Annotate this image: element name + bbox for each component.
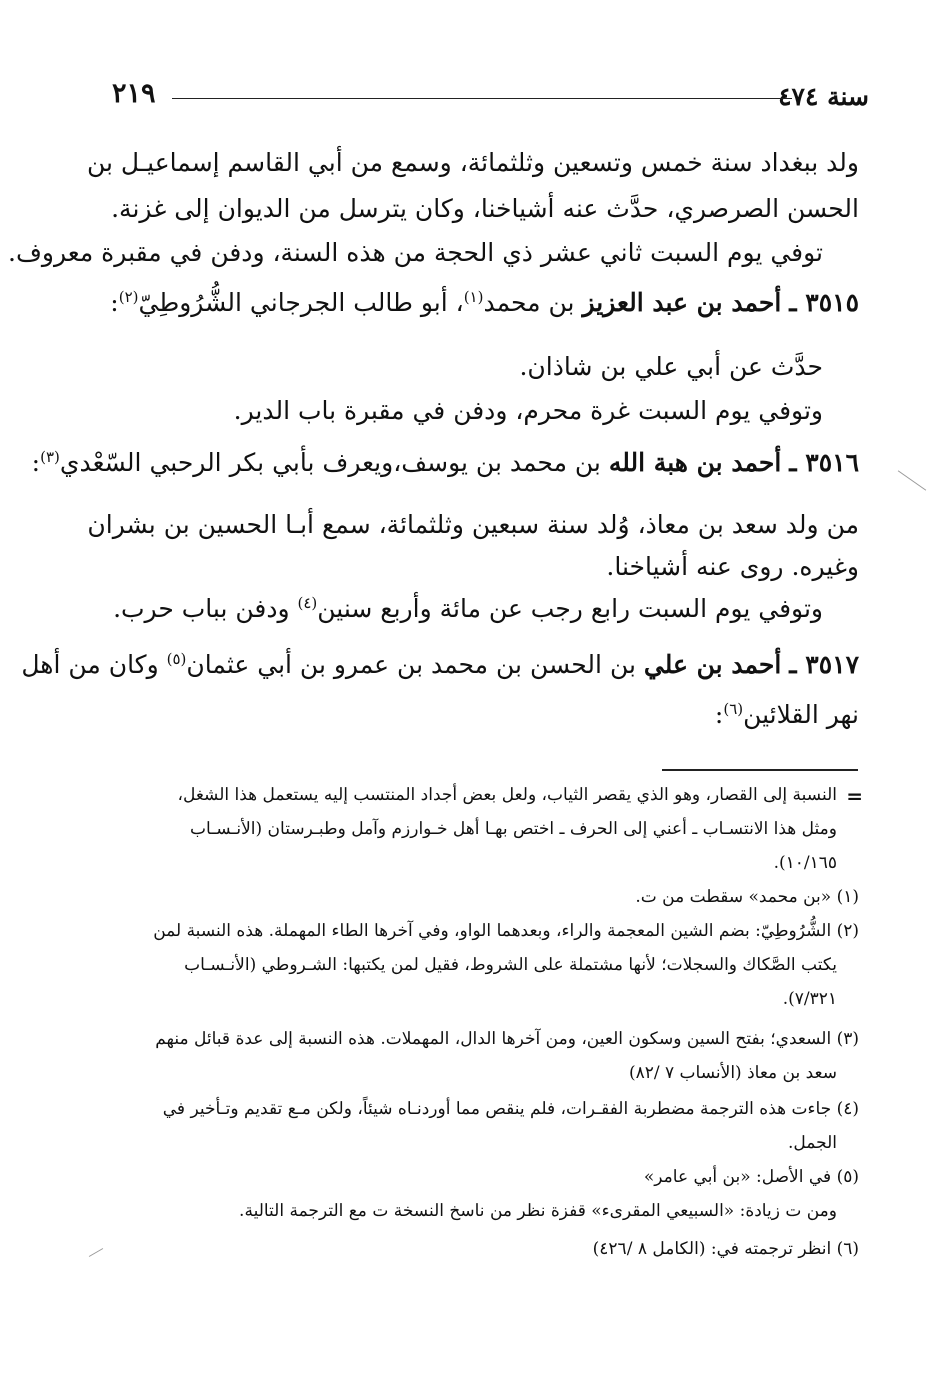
body-line-3: توفي يوم السبت ثاني عشر ذي الحجة من هذه السنة، ودفن في مقبرة معروف. — [8, 238, 823, 267]
entry-3515-text-2: ، أبو طالب الجرجاني الشُّرُوطِيّ — [138, 288, 464, 317]
footnote-ref-5: (٥) — [166, 650, 187, 668]
footnote-5-line-1: (٥) في الأصل: «بن أبي عامر» — [643, 1167, 859, 1187]
body-line-6: وتوفي يوم السبت غرة محرم، ودفن في مقبرة باب الدير. — [233, 396, 823, 425]
footnote-separator — [662, 769, 858, 771]
body-line-10-text-2: ودفن بباب حرب. — [113, 594, 298, 623]
footnote-continued-line-3: ١٠/١٦٥). — [773, 853, 837, 873]
footnote-5-line-2: ومن ت زيادة: «السبيعي المقرىء» قفزة نظر من ناسخ النسخة ت مع الترجمة التالية. — [239, 1201, 837, 1221]
entry-3517-name: أحمد بن علي — [643, 650, 782, 679]
header-rule — [172, 98, 792, 99]
body-line-1: ولد ببغداد سنة خمس وتسعين وثلثمائة، وسمع من أبي القاسم إسماعيـل بن — [86, 148, 859, 177]
footnote-ref-1: (١) — [463, 288, 484, 306]
entry-3516-text-1: بن محمد بن يوسف،ويعرف بأبي بكر الرحبي السّعْدي — [59, 448, 601, 477]
footnote-1: (١) «بن محمد» سقطت من ت. — [635, 887, 859, 907]
entry-3515-heading — [110, 286, 859, 320]
footnote-2-line-3: ٧/٣٢١). — [782, 989, 837, 1009]
entry-3515-text-3: : — [110, 288, 119, 317]
running-head: سنة ٤٧٤ — [778, 82, 869, 111]
entry-3515-text-1: بن محمد — [483, 288, 575, 317]
body-line-5: حدَّث عن أبي علي بن شاذان. — [519, 352, 823, 381]
entry-3516-heading — [32, 446, 859, 480]
footnote-2-line-1: (٢) الشُّرُوطِيّ: بضم الشين المعجمة والراء، وبعدهما الواو، وفي آخرها الطاء المهملة. هذه النسبة لمن — [153, 921, 859, 941]
footnote-ref-3: (٣) — [40, 448, 60, 466]
entry-3516-number: ٣٥١٦ ـ — [789, 448, 859, 477]
entry-3515-number: ٣٥١٥ ـ — [789, 288, 859, 317]
footnote-ref-2: (٢) — [118, 288, 139, 306]
entry-3517-text-1: بن الحسن بن محمد بن عمرو بن أبي عثمان — [186, 650, 636, 679]
entry-3516-name: أحمد بن هبة الله — [608, 448, 782, 477]
entry-3517-number: ٣٥١٧ ـ — [789, 650, 859, 679]
body-line-9: وغيره. روى عنه أشياخنا. — [606, 552, 859, 581]
body-line-10 — [113, 592, 823, 626]
footnote-6: (٦) انظر ترجمته في: (الكامل ٨ /٤٢٦) — [592, 1239, 859, 1259]
footnote-continued-line-2: ومثل هذا الانتسـاب ـ أعني إلى الحرف ـ اختص بهـا أهل خـوارزم وآمل وطبـرستان (الأنـسـاب — [190, 819, 837, 839]
body-line-12-text-2: : — [714, 700, 724, 729]
footnote-continuation-mark: = — [846, 784, 863, 808]
page-number: ٢١٩ — [112, 78, 156, 109]
body-line-10-text-1: وتوفي يوم السبت رابع رجب عن مائة وأربع سنين — [317, 594, 823, 623]
footnote-continued-line-1: النسبة إلى القصار، وهو الذي يقصر الثياب، ولعل بعض أجداد المنتسب إليه يستعمل هذا الشغل، — [177, 785, 837, 805]
body-line-2: الحسن الصرصري، حدَّث عنه أشياخنا، وكان يترسل من الديوان إلى غزنة. — [111, 194, 859, 223]
footnote-4-line-1: (٤) جاءت هذه الترجمة مضطربة الفقـرات، فلم ينقص مما أوردنـاه شيئاً، ولكن مـع تقديم وتـأخير في — [162, 1099, 859, 1119]
footnote-3-line-2: سعد بن معاذ (الأنساب ٧ /٨٢) — [628, 1063, 837, 1083]
body-line-12-text-1: نهر القلائين — [743, 700, 859, 729]
footnote-ref-6: (٦) — [723, 700, 744, 718]
body-line-8: من ولد سعد بن معاذ، وُلد سنة سبعين وثلثمائة، سمع أبـا الحسين بن بشران — [87, 510, 859, 539]
footnote-2-line-2: يكتب الصَّكاك والسجلات؛ لأنها مشتملة على الشروط، فقيل لمن يكتبها: الشـروطي (الأنـسـاب — [184, 955, 837, 975]
scan-mark — [898, 470, 926, 490]
entry-3517-text-2: وكان من أهل — [21, 650, 167, 679]
entry-3517-heading — [21, 648, 859, 682]
footnote-ref-4: (٤) — [297, 594, 318, 612]
footnote-3-line-1: (٣) السعدي؛ بفتح السين وسكون العين، ومن آخرها الدال، المهملات. هذه النسبة إلى عدة قبائل منهم — [155, 1029, 859, 1049]
entry-3515-name: أحمد بن عبد العزيز — [582, 288, 782, 317]
footnote-4-line-2: الجمل. — [788, 1133, 837, 1153]
entry-3516-text-2: : — [31, 448, 41, 477]
body-line-12 — [715, 698, 859, 732]
scan-mark — [89, 1248, 103, 1257]
